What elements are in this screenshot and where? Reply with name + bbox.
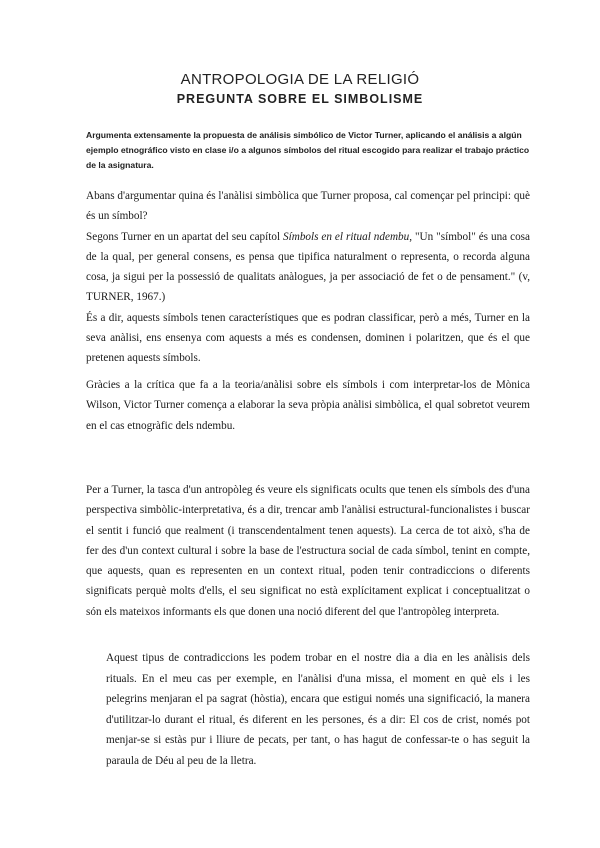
paragraph-anthropologist-task: Per a Turner, la tasca d'un antropòleg és veure els significats ocults que tenen els símbols des d'una perspectiva simbòlic-interpretativa, és a dir, trencar amb l'anàlisi estructural-funcionalistes i buscar el sentit i funció que realment (i transcendentalment tenen aquests). La cerca de tot això, s'ha de fer des d'un context cultural i sobre la base de l'estructura social de cada símbol, tenint en compte, que aquests, quan es representen en un context ritual, poden tenir contradiccions o diferents significats perquè molts d'ells, el seu significat no està explícitament explicat i conceptualitzat o són els mateixos informants els que donen una noció diferent del que l'antropòleg interpreta. [86,484,530,618]
chapter-title-italic: Símbols en el ritual ndembu [283,230,410,243]
page-title: ANTROPOLOGIA DE LA RELIGIÓ [180,71,420,88]
paragraph-intro-question: Abans d'argumentar quina és l'anàlisi simbòlica que Turner proposa, cal començar pel principi: què és un símbol? [86,190,530,223]
assignment-prompt: Argumenta extensamente la propuesta de análisis simbólico de Victor Turner, aplicando el análisis a algún ejemplo etnográfico visto en clase i/o a algunos símbolos del ritual escogido para realizar el trabajo práctico de la asignatura. [86,130,530,170]
paragraph-mass-example: Aquest tipus de contradiccions les podem trobar en el nostre dia a dia en les anàlisis dels rituals. En el meu cas per exemple, en l'anàlisi d'una missa, el moment en què els i les pelegrins menjaran el pa sagrat (hòstia), encara que estigui només una significació, la manera d'utilitzar-lo durant el ritual, és diferent en les persones, és a dir: El cos de crist, només pot menjar-se si estàs pur i lliure de pecats, per tant, o has hagut de confessar-te o has seguit la paraula de Déu al peu de la lletra. [106,652,530,767]
paragraph-wilson: Gràcies a la crítica que fa a la teoria/anàlisi sobre els símbols i com interpretar-los de Mònica Wilson, Victor Turner comença a elaborar la seva pròpia anàlisi simbòlica, el qual sobretot veurem en el cas etnogràfic dels ndembu. [86,379,530,432]
section-symbol-definition [86,186,530,369]
section-mass-example [106,648,530,771]
section-wilson-critique [86,375,530,436]
page-subtitle: PREGUNTA SOBRE EL SIMBOLISME [176,92,424,106]
definition-text-after: , "Un "símbol" és una cosa de la qual, per general consens, es pensa que tipifica naturalment o representa, o recorda alguna cosa, ja sigui per la possessió de qualitats anàlogues, ja per associació de fet o de pensament." (v, TURNER, 1967.) [86,230,530,304]
section-anthropologist-task [86,480,530,622]
definition-text-before: Segons Turner en un apartat del seu capítol [86,230,284,243]
paragraph-symbol-characteristics: És a dir, aquests símbols tenen característiques que es podran classificar, però a més, Turner en la seva anàlisi, ens ensenya com aquests a més es condensen, dominen i polaritzen, que és el que pretenen aquests símbols. [86,311,530,365]
paragraph-turner-definition [86,227,530,308]
